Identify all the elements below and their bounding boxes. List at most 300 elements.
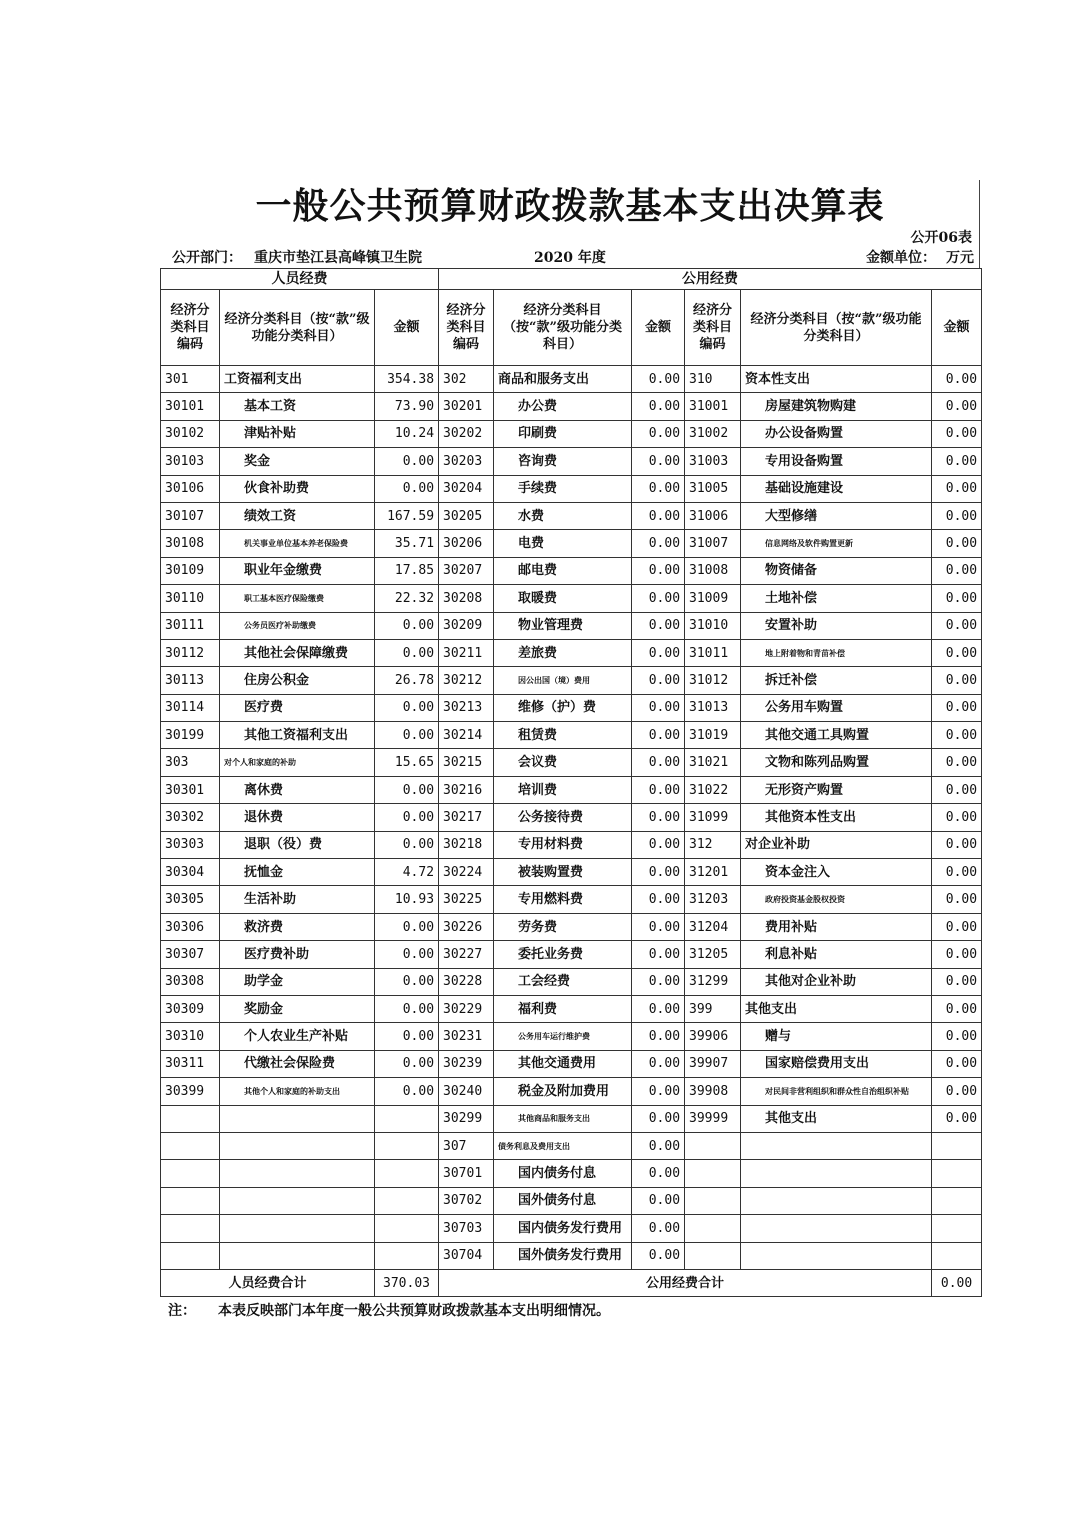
table-row <box>161 1023 982 1050</box>
item-code: 30305 <box>161 886 220 913</box>
item-amount: 0.00 <box>632 913 685 940</box>
item-name: 医疗费 <box>220 694 375 721</box>
item-code: 30102 <box>161 420 220 447</box>
item-amount: 0.00 <box>375 1078 439 1105</box>
item-name: 福利费 <box>494 995 632 1022</box>
item-amount: 0.00 <box>375 639 439 666</box>
dept-label: 公开部门： <box>172 250 242 266</box>
item-amount: 0.00 <box>932 448 982 475</box>
item-code: 30229 <box>439 995 494 1022</box>
item-amount <box>932 1215 982 1242</box>
item-code: 30303 <box>161 831 220 858</box>
item-amount: 0.00 <box>632 1132 685 1159</box>
item-code: 30208 <box>439 585 494 612</box>
item-name: 其他工资福利支出 <box>220 722 375 749</box>
dept-name: 重庆市垫江县高峰镇卫生院 <box>254 250 422 266</box>
item-code: 30225 <box>439 886 494 913</box>
item-code: 39999 <box>685 1105 741 1132</box>
item-amount: 0.00 <box>932 366 982 393</box>
item-name: 被装购置费 <box>494 859 632 886</box>
expenditure-table <box>160 268 982 1297</box>
table-row <box>161 804 982 831</box>
item-amount: 0.00 <box>932 393 982 420</box>
item-code: 30309 <box>161 995 220 1022</box>
item-name: 基本工资 <box>220 393 375 420</box>
table-row <box>161 1215 982 1242</box>
item-code: 30310 <box>161 1023 220 1050</box>
header-row <box>161 290 982 366</box>
item-code: 30106 <box>161 475 220 502</box>
header-code: 经济分类科目编码 <box>685 290 741 366</box>
item-name: 基础设施建设 <box>741 475 932 502</box>
item-name: 委托业务费 <box>494 941 632 968</box>
item-name <box>220 1160 375 1187</box>
item-name: 其他支出 <box>741 995 932 1022</box>
item-code: 39908 <box>685 1078 741 1105</box>
item-name: 其他交通费用 <box>494 1050 632 1077</box>
item-name: 办公费 <box>494 393 632 420</box>
item-code: 303 <box>161 749 220 776</box>
item-name <box>741 1215 932 1242</box>
item-name: 文物和陈列品购置 <box>741 749 932 776</box>
item-amount: 0.00 <box>932 420 982 447</box>
item-amount: 0.00 <box>632 831 685 858</box>
item-name: 电费 <box>494 530 632 557</box>
item-amount: 0.00 <box>632 1242 685 1269</box>
item-amount <box>375 1215 439 1242</box>
section-personnel: 人员经费 <box>161 269 439 290</box>
item-amount: 0.00 <box>932 941 982 968</box>
item-amount <box>375 1105 439 1132</box>
item-code: 30113 <box>161 667 220 694</box>
item-code: 39907 <box>685 1050 741 1077</box>
item-code: 31201 <box>685 859 741 886</box>
item-amount: 0.00 <box>375 694 439 721</box>
form-number: 公开06表 <box>910 230 972 246</box>
item-amount: 0.00 <box>375 968 439 995</box>
item-name: 其他个人和家庭的补助支出 <box>220 1078 375 1105</box>
item-code: 399 <box>685 995 741 1022</box>
section-row <box>161 269 982 290</box>
item-amount: 0.00 <box>932 475 982 502</box>
item-code: 30231 <box>439 1023 494 1050</box>
item-name: 公务接待费 <box>494 804 632 831</box>
item-name: 离休费 <box>220 776 375 803</box>
item-amount: 0.00 <box>932 1105 982 1132</box>
item-code: 30215 <box>439 749 494 776</box>
item-code: 30218 <box>439 831 494 858</box>
item-code: 31012 <box>685 667 741 694</box>
item-amount: 0.00 <box>932 995 982 1022</box>
item-amount: 0.00 <box>632 941 685 968</box>
item-amount: 0.00 <box>375 941 439 968</box>
item-name: 资本金注入 <box>741 859 932 886</box>
item-code: 30240 <box>439 1078 494 1105</box>
item-amount: 0.00 <box>932 502 982 529</box>
item-amount: 0.00 <box>632 420 685 447</box>
item-amount <box>375 1160 439 1187</box>
item-name: 绩效工资 <box>220 502 375 529</box>
item-amount: 0.00 <box>632 1215 685 1242</box>
item-name: 无形资产购置 <box>741 776 932 803</box>
item-code: 312 <box>685 831 741 858</box>
item-name: 生活补助 <box>220 886 375 913</box>
item-amount: 0.00 <box>375 475 439 502</box>
item-name: 工资福利支出 <box>220 366 375 393</box>
item-amount: 0.00 <box>932 859 982 886</box>
item-name: 机关事业单位基本养老保险费 <box>220 530 375 557</box>
item-name: 公务员医疗补助缴费 <box>220 612 375 639</box>
item-amount: 0.00 <box>932 968 982 995</box>
item-amount: 0.00 <box>375 1023 439 1050</box>
item-amount: 0.00 <box>632 1023 685 1050</box>
header-amount: 金额 <box>375 290 439 366</box>
table-row <box>161 557 982 584</box>
item-amount: 0.00 <box>632 448 685 475</box>
item-name: 维修（护）费 <box>494 694 632 721</box>
item-amount: 167.59 <box>375 502 439 529</box>
table-row <box>161 941 982 968</box>
item-code <box>161 1242 220 1269</box>
item-amount: 73.90 <box>375 393 439 420</box>
item-amount: 0.00 <box>932 667 982 694</box>
table-row <box>161 1132 982 1159</box>
item-code: 30112 <box>161 639 220 666</box>
item-code: 31099 <box>685 804 741 831</box>
item-name: 物资储备 <box>741 557 932 584</box>
item-amount: 0.00 <box>632 475 685 502</box>
item-code <box>161 1160 220 1187</box>
total-public-label: 公用经费合计 <box>439 1269 932 1296</box>
item-code <box>161 1215 220 1242</box>
table-row <box>161 393 982 420</box>
table-row <box>161 1242 982 1269</box>
item-name: 工会经费 <box>494 968 632 995</box>
header-amount: 金额 <box>632 290 685 366</box>
item-code <box>685 1215 741 1242</box>
table-row <box>161 913 982 940</box>
item-name <box>220 1105 375 1132</box>
item-code: 30701 <box>439 1160 494 1187</box>
item-name: 商品和服务支出 <box>494 366 632 393</box>
item-name: 咨询费 <box>494 448 632 475</box>
item-name: 其他社会保障缴费 <box>220 639 375 666</box>
item-name <box>220 1242 375 1269</box>
item-code: 30216 <box>439 776 494 803</box>
item-code: 30704 <box>439 1242 494 1269</box>
item-amount: 0.00 <box>632 612 685 639</box>
item-amount: 0.00 <box>632 694 685 721</box>
footnote-text: 本表反映部门本年度一般公共预算财政拨款基本支出明细情况。 <box>218 1303 610 1319</box>
total-personnel-value: 370.03 <box>375 1269 439 1296</box>
item-name: 国外债务付息 <box>494 1187 632 1214</box>
item-code: 30103 <box>161 448 220 475</box>
item-name: 职业年金缴费 <box>220 557 375 584</box>
table-row <box>161 366 982 393</box>
item-amount: 0.00 <box>632 804 685 831</box>
item-amount: 0.00 <box>632 968 685 995</box>
item-name: 房屋建筑物购建 <box>741 393 932 420</box>
item-code: 30214 <box>439 722 494 749</box>
table-row <box>161 667 982 694</box>
item-code: 30304 <box>161 859 220 886</box>
item-code: 30399 <box>161 1078 220 1105</box>
item-name: 伙食补助费 <box>220 475 375 502</box>
item-amount: 0.00 <box>932 831 982 858</box>
table-row <box>161 530 982 557</box>
item-name: 安置补助 <box>741 612 932 639</box>
item-amount <box>932 1160 982 1187</box>
item-name: 退休费 <box>220 804 375 831</box>
item-amount: 0.00 <box>632 1187 685 1214</box>
table-row <box>161 722 982 749</box>
item-code: 30228 <box>439 968 494 995</box>
item-name: 个人农业生产补贴 <box>220 1023 375 1050</box>
table-row <box>161 995 982 1022</box>
item-amount: 0.00 <box>375 995 439 1022</box>
item-code: 30702 <box>439 1187 494 1214</box>
item-amount: 10.24 <box>375 420 439 447</box>
item-code: 30217 <box>439 804 494 831</box>
item-amount: 0.00 <box>932 804 982 831</box>
item-amount: 0.00 <box>632 639 685 666</box>
item-name: 住房公积金 <box>220 667 375 694</box>
table-row <box>161 1105 982 1132</box>
item-amount: 0.00 <box>932 530 982 557</box>
item-amount: 0.00 <box>932 1023 982 1050</box>
item-amount: 0.00 <box>632 667 685 694</box>
item-code: 30201 <box>439 393 494 420</box>
item-amount: 0.00 <box>932 886 982 913</box>
table-row <box>161 1160 982 1187</box>
item-code: 30211 <box>439 639 494 666</box>
item-name: 会议费 <box>494 749 632 776</box>
item-code: 30202 <box>439 420 494 447</box>
item-code: 39906 <box>685 1023 741 1050</box>
unit-value: 万元 <box>946 250 974 266</box>
item-name: 取暖费 <box>494 585 632 612</box>
item-code: 30114 <box>161 694 220 721</box>
item-name: 地上附着物和青苗补偿 <box>741 639 932 666</box>
item-code: 30224 <box>439 859 494 886</box>
item-code: 30205 <box>439 502 494 529</box>
item-name: 印刷费 <box>494 420 632 447</box>
item-name: 其他资本性支出 <box>741 804 932 831</box>
item-code <box>685 1160 741 1187</box>
item-code <box>161 1105 220 1132</box>
item-name: 其他对企业补助 <box>741 968 932 995</box>
item-amount: 0.00 <box>632 1105 685 1132</box>
header-code: 经济分类科目编码 <box>439 290 494 366</box>
item-name: 赠与 <box>741 1023 932 1050</box>
item-amount: 0.00 <box>632 502 685 529</box>
item-amount: 0.00 <box>632 1078 685 1105</box>
item-code: 30107 <box>161 502 220 529</box>
item-name: 对企业补助 <box>741 831 932 858</box>
item-amount: 0.00 <box>375 722 439 749</box>
item-code: 302 <box>439 366 494 393</box>
table-body <box>161 366 982 1270</box>
frame-edge <box>979 180 980 268</box>
page-title: 一般公共预算财政拨款基本支出决算表 <box>255 186 885 227</box>
item-amount: 0.00 <box>375 831 439 858</box>
item-code: 30207 <box>439 557 494 584</box>
item-name: 信息网络及软件购置更新 <box>741 530 932 557</box>
total-row <box>161 1269 982 1296</box>
header-code: 经济分类科目编码 <box>161 290 220 366</box>
item-code: 307 <box>439 1132 494 1159</box>
item-name: 其他商品和服务支出 <box>494 1105 632 1132</box>
item-amount: 0.00 <box>932 1078 982 1105</box>
item-amount <box>932 1187 982 1214</box>
item-name: 助学金 <box>220 968 375 995</box>
item-name: 奖金 <box>220 448 375 475</box>
footnote <box>168 1300 610 1320</box>
item-amount: 0.00 <box>375 913 439 940</box>
item-name: 专用设备购置 <box>741 448 932 475</box>
item-name: 债务利息及费用支出 <box>494 1132 632 1159</box>
item-code: 30308 <box>161 968 220 995</box>
item-amount: 17.85 <box>375 557 439 584</box>
item-code: 301 <box>161 366 220 393</box>
item-code: 31007 <box>685 530 741 557</box>
item-amount: 0.00 <box>632 776 685 803</box>
item-amount: 0.00 <box>632 859 685 886</box>
item-amount <box>932 1242 982 1269</box>
item-amount: 0.00 <box>932 776 982 803</box>
item-code: 31019 <box>685 722 741 749</box>
item-name <box>220 1215 375 1242</box>
item-name <box>741 1242 932 1269</box>
item-code <box>161 1187 220 1214</box>
item-name: 税金及附加费用 <box>494 1078 632 1105</box>
item-code: 30209 <box>439 612 494 639</box>
item-name: 资本性支出 <box>741 366 932 393</box>
item-amount: 0.00 <box>375 1050 439 1077</box>
item-name: 国家赔偿费用支出 <box>741 1050 932 1077</box>
item-code: 30108 <box>161 530 220 557</box>
item-code: 30302 <box>161 804 220 831</box>
item-amount: 0.00 <box>932 639 982 666</box>
item-code: 31003 <box>685 448 741 475</box>
item-name: 因公出国（境）费用 <box>494 667 632 694</box>
table-row <box>161 475 982 502</box>
item-amount: 10.93 <box>375 886 439 913</box>
item-code: 31203 <box>685 886 741 913</box>
item-code: 31021 <box>685 749 741 776</box>
item-name: 差旅费 <box>494 639 632 666</box>
item-code: 30311 <box>161 1050 220 1077</box>
item-code: 31008 <box>685 557 741 584</box>
item-amount: 4.72 <box>375 859 439 886</box>
item-amount: 0.00 <box>932 557 982 584</box>
item-name: 津贴补贴 <box>220 420 375 447</box>
item-name: 租赁费 <box>494 722 632 749</box>
unit-label: 金额单位： <box>866 250 936 266</box>
table-row <box>161 776 982 803</box>
item-name: 劳务费 <box>494 913 632 940</box>
item-name: 公务用车购置 <box>741 694 932 721</box>
item-amount <box>375 1132 439 1159</box>
header-amount: 金额 <box>932 290 982 366</box>
item-name: 手续费 <box>494 475 632 502</box>
item-code: 31022 <box>685 776 741 803</box>
item-code: 30109 <box>161 557 220 584</box>
item-name: 对民间非营利组织和群众性自治组织补贴 <box>741 1078 932 1105</box>
item-amount: 0.00 <box>932 1050 982 1077</box>
item-name: 拆迁补偿 <box>741 667 932 694</box>
item-amount: 354.38 <box>375 366 439 393</box>
item-name: 代缴社会保险费 <box>220 1050 375 1077</box>
item-amount: 0.00 <box>932 913 982 940</box>
item-name: 办公设备购置 <box>741 420 932 447</box>
item-name: 国内债务发行费用 <box>494 1215 632 1242</box>
item-amount: 0.00 <box>375 776 439 803</box>
item-code: 30101 <box>161 393 220 420</box>
item-name: 对个人和家庭的补助 <box>220 749 375 776</box>
item-code: 30111 <box>161 612 220 639</box>
item-name: 邮电费 <box>494 557 632 584</box>
table-row <box>161 749 982 776</box>
header-name: 经济分类科目（按“款”级功能分类科目） <box>220 290 375 366</box>
item-name: 退职（役）费 <box>220 831 375 858</box>
table-row <box>161 585 982 612</box>
item-code: 30307 <box>161 941 220 968</box>
item-code: 30204 <box>439 475 494 502</box>
item-amount: 0.00 <box>932 612 982 639</box>
item-amount: 0.00 <box>632 722 685 749</box>
item-amount: 0.00 <box>932 749 982 776</box>
item-code: 30110 <box>161 585 220 612</box>
item-amount: 0.00 <box>375 612 439 639</box>
item-name: 政府投资基金股权投资 <box>741 886 932 913</box>
item-amount: 0.00 <box>632 749 685 776</box>
table-row <box>161 968 982 995</box>
fiscal-year: 2020 年度 <box>534 250 606 266</box>
item-code: 31204 <box>685 913 741 940</box>
item-code: 31013 <box>685 694 741 721</box>
item-name: 抚恤金 <box>220 859 375 886</box>
item-code: 31010 <box>685 612 741 639</box>
item-name: 专用燃料费 <box>494 886 632 913</box>
item-amount: 0.00 <box>632 585 685 612</box>
item-name: 其他交通工具购置 <box>741 722 932 749</box>
table-row <box>161 1050 982 1077</box>
item-code: 31002 <box>685 420 741 447</box>
item-amount: 0.00 <box>632 530 685 557</box>
item-code <box>161 1132 220 1159</box>
item-code: 31005 <box>685 475 741 502</box>
item-amount: 26.78 <box>375 667 439 694</box>
item-name: 专用材料费 <box>494 831 632 858</box>
item-name <box>741 1187 932 1214</box>
meta-line <box>168 247 976 267</box>
item-code: 30239 <box>439 1050 494 1077</box>
item-code: 30306 <box>161 913 220 940</box>
item-name: 利息补贴 <box>741 941 932 968</box>
table-row <box>161 612 982 639</box>
item-amount: 0.00 <box>932 585 982 612</box>
item-name: 大型修缮 <box>741 502 932 529</box>
total-personnel-label: 人员经费合计 <box>161 1269 375 1296</box>
item-amount: 0.00 <box>632 1050 685 1077</box>
item-name <box>741 1160 932 1187</box>
item-name: 公务用车运行维护费 <box>494 1023 632 1050</box>
header-name: 经济分类科目（按“款”级功能分类科目） <box>494 290 632 366</box>
item-code: 30203 <box>439 448 494 475</box>
item-amount: 0.00 <box>375 804 439 831</box>
item-amount: 0.00 <box>632 557 685 584</box>
